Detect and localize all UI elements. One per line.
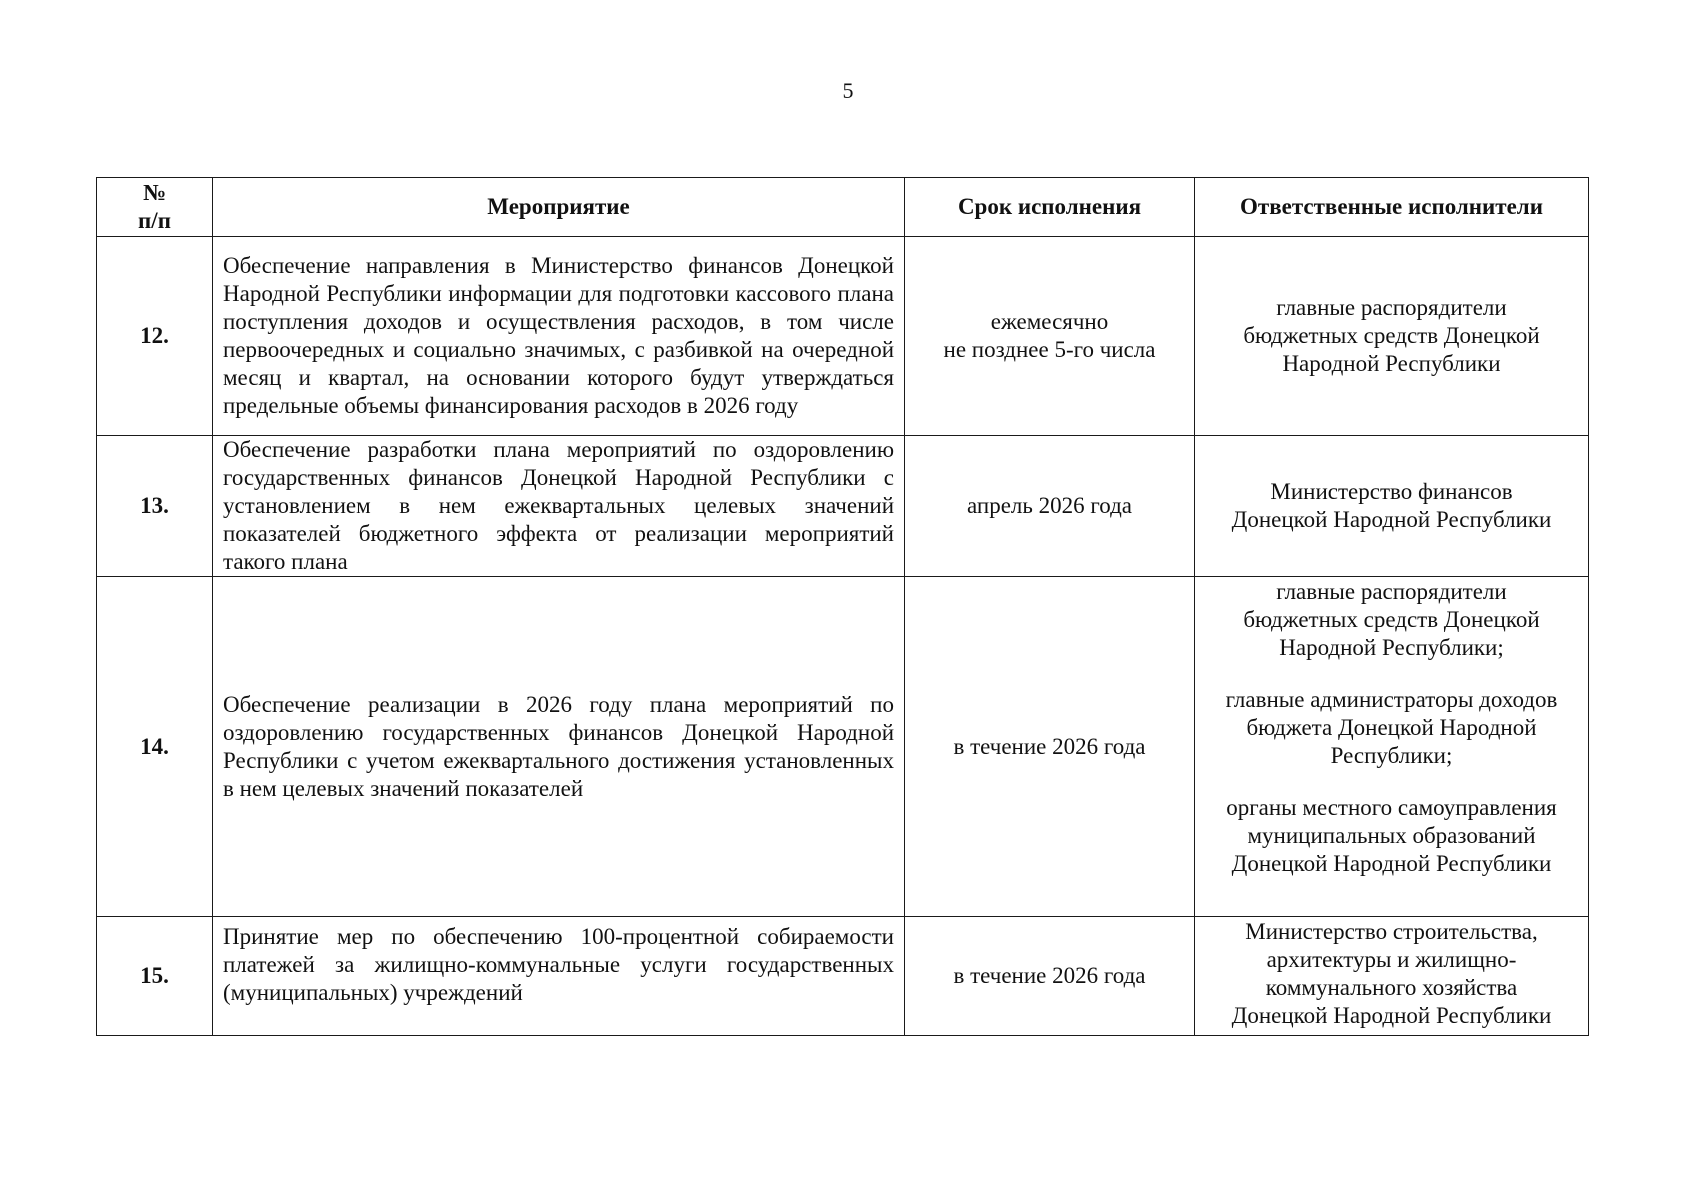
row-term: апрель 2026 года <box>905 436 1195 577</box>
row-responsible <box>1195 237 1589 436</box>
table-row <box>97 577 1589 917</box>
row-responsible-line: муниципальных образований <box>1247 823 1536 848</box>
row-activity: Принятие мер по обеспечению 100-процентной собираемости платежей за жилищно-коммунальные услуги государственных (муниципальных) учреждений <box>213 917 905 1036</box>
table-header-row <box>97 178 1589 237</box>
row-responsible-line: Донецкой Народной Республики <box>1231 1003 1552 1028</box>
action-plan-table <box>96 177 1589 1036</box>
responsible-group-spacer <box>1205 770 1578 794</box>
row-term-line: ежемесячно <box>990 309 1109 334</box>
row-responsible-line: бюджета Донецкой Народной <box>1246 715 1537 740</box>
row-responsible-line: Министерство строительства, <box>1245 919 1538 944</box>
row-activity: Обеспечение реализации в 2026 году плана мероприятий по оздоровлению государственных финансов Донецкой Народной Республики с учетом ежеквартального достижения установленных в нем целевых значений показателей <box>213 577 905 917</box>
row-number: 14. <box>97 577 213 917</box>
row-responsible-line: бюджетных средств Донецкой <box>1243 323 1540 348</box>
row-responsible-line: Донецкой Народной Республики <box>1231 507 1552 532</box>
table-row <box>97 436 1589 577</box>
header-number-line2: п/п <box>138 208 171 233</box>
row-responsible <box>1195 577 1589 917</box>
row-activity: Обеспечение разработки плана мероприятий по оздоровлению государственных финансов Донецкой Народной Республики с установлением в нем ежеквартальных целевых значений показателей бюджетного эффекта от реализации мероприятий такого плана <box>213 436 905 577</box>
row-term-line: не позднее 5-го числа <box>943 337 1156 362</box>
row-responsible-line: архитектуры и жилищно- <box>1266 947 1517 972</box>
row-responsible-line: Республики; <box>1330 743 1453 768</box>
header-responsible: Ответственные исполнители <box>1195 178 1589 237</box>
row-responsible <box>1195 436 1589 577</box>
row-responsible-line: коммунального хозяйства <box>1265 975 1518 1000</box>
header-term: Срок исполнения <box>905 178 1195 237</box>
page-number: 5 <box>842 78 854 103</box>
row-number: 15. <box>97 917 213 1036</box>
row-responsible-line: Народной Республики; <box>1279 635 1504 660</box>
row-responsible-line: бюджетных средств Донецкой <box>1243 607 1540 632</box>
header-number-line1: № <box>142 180 167 205</box>
row-term: в течение 2026 года <box>905 917 1195 1036</box>
row-responsible-line: Донецкой Народной Республики <box>1231 851 1552 876</box>
row-number: 12. <box>97 237 213 436</box>
row-responsible-line: органы местного самоуправления <box>1226 795 1557 820</box>
row-responsible-line: главные распорядители <box>1276 579 1507 604</box>
table-row <box>97 917 1589 1036</box>
row-responsible-line: главные администраторы доходов <box>1225 687 1558 712</box>
responsible-group-spacer <box>1205 662 1578 686</box>
row-responsible <box>1195 917 1589 1036</box>
row-number: 13. <box>97 436 213 577</box>
header-number <box>97 178 213 237</box>
row-responsible-line: Народной Республики <box>1282 351 1501 376</box>
row-activity: Обеспечение направления в Министерство финансов Донецкой Народной Республики информации для подготовки кассового плана поступления доходов и осуществления расходов, в том числе первоочередных и социально значимых, с разбивкой на очередной месяц и квартал, на основании которого будут утверждаться предельные объемы финансирования расходов в 2026 году <box>213 237 905 436</box>
row-term <box>905 237 1195 436</box>
row-responsible-line: главные распорядители <box>1276 295 1507 320</box>
header-activity: Мероприятие <box>213 178 905 237</box>
table-row <box>97 237 1589 436</box>
row-term: в течение 2026 года <box>905 577 1195 917</box>
row-responsible-line: Министерство финансов <box>1270 479 1513 504</box>
